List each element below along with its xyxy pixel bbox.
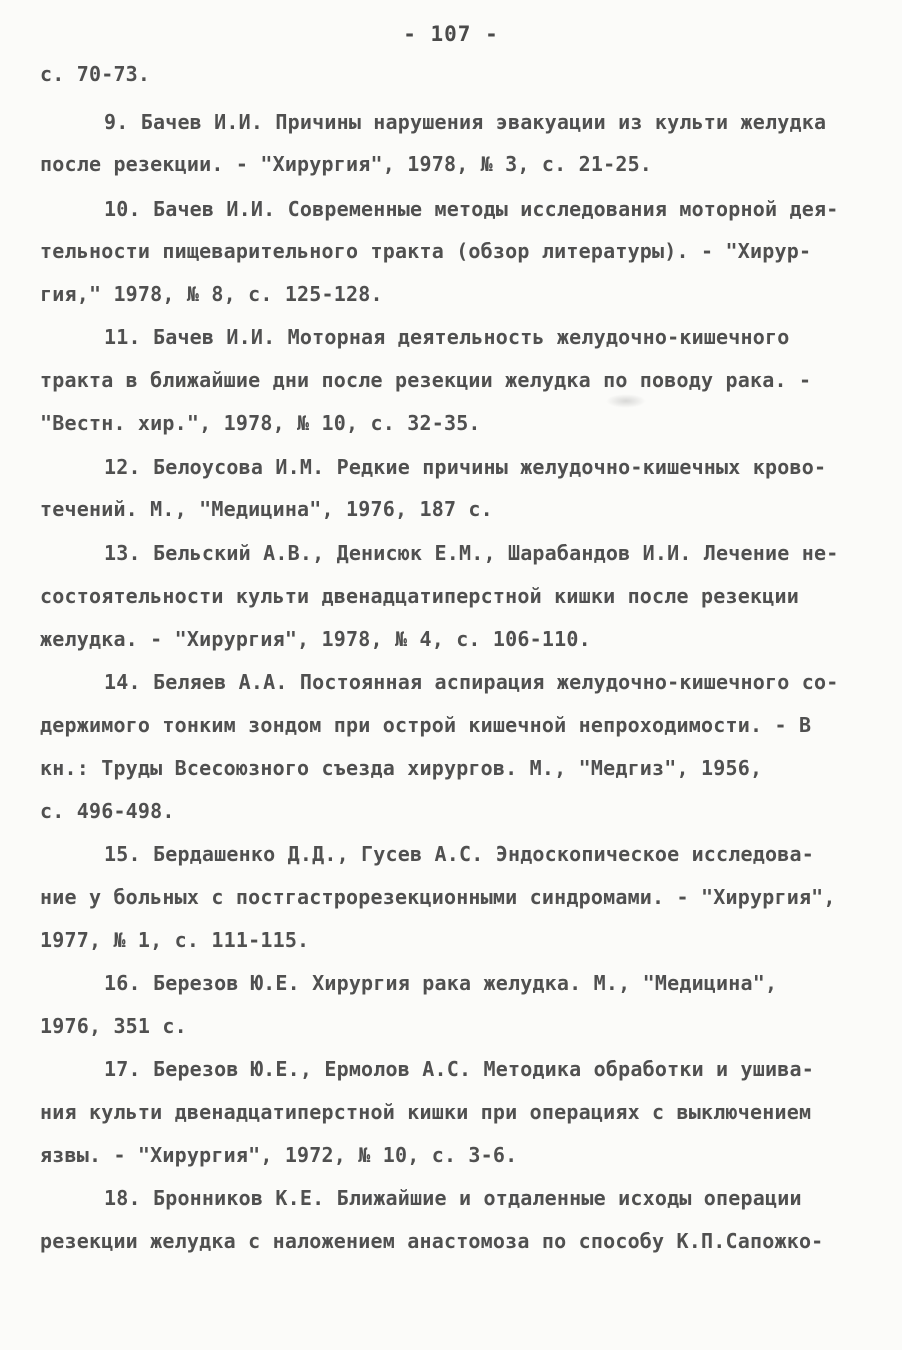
reference-11-line-1: 11. Бачев И.И. Моторная деятельность желудочно-кишечного xyxy=(104,325,790,349)
reference-15-line-2: ние у больных с постгастрорезекционными синдромами. - "Хирургия", xyxy=(40,885,836,909)
text-line: с. 70-73. xyxy=(40,62,151,86)
reference-13-line-1: 13. Бельский А.В., Денисюк Е.М., Шарабандов И.И. Лечение не- xyxy=(104,541,839,565)
reference-11-line-2: тракта в ближайшие дни после резекции желудка по поводу рака. - xyxy=(40,368,812,392)
reference-12-line-1: 12. Белоусова И.М. Редкие причины желудочно-кишечных крово- xyxy=(104,455,827,479)
reference-18-line-2: резекции желудка с наложением анастомоза по способу К.П.Сапожко- xyxy=(40,1229,824,1253)
reference-9-line-2: после резекции. - "Хирургия", 1978, № 3, с. 21-25. xyxy=(40,152,653,176)
reference-17-line-3: язвы. - "Хирургия", 1972, № 10, с. 3-6. xyxy=(40,1143,518,1167)
reference-17-line-1: 17. Березов Ю.Е., Ермолов А.С. Методика обработки и ушива- xyxy=(104,1057,814,1081)
reference-15-line-1: 15. Бердашенко Д.Д., Гусев А.С. Эндоскопическое исследова- xyxy=(104,842,814,866)
reference-14-line-2: держимого тонким зондом при острой кишечной непроходимости. - В xyxy=(40,713,812,737)
page-number: - 107 - xyxy=(403,22,499,46)
reference-18-line-1: 18. Бронников К.Е. Ближайшие и отдаленные исходы операции xyxy=(104,1186,802,1210)
reference-12-line-2: течений. М., "Медицина", 1976, 187 с. xyxy=(40,497,493,521)
reference-14-line-3: кн.: Труды Всесоюзного съезда хирургов. М., "Медгиз", 1956, xyxy=(40,756,763,780)
reference-13-line-3: желудка. - "Хирургия", 1978, № 4, с. 106-110. xyxy=(40,627,591,651)
reference-11-line-3: "Вестн. хир.", 1978, № 10, с. 32-35. xyxy=(40,411,481,435)
scan-smudge xyxy=(606,394,646,408)
reference-10-line-2: тельности пищеварительного тракта (обзор литературы). - "Хирур- xyxy=(40,239,812,263)
reference-14-line-1: 14. Беляев А.А. Постоянная аспирация желудочно-кишечного со- xyxy=(104,670,839,694)
reference-16-line-1: 16. Березов Ю.Е. Хирургия рака желудка. М., "Медицина", xyxy=(104,971,778,995)
reference-10-line-3: гия," 1978, № 8, с. 125-128. xyxy=(40,282,383,306)
reference-16-line-2: 1976, 351 с. xyxy=(40,1014,187,1038)
reference-9-line-1: 9. Бачев И.И. Причины нарушения эвакуации из культи желудка xyxy=(104,110,827,134)
reference-14-line-4: с. 496-498. xyxy=(40,799,175,823)
reference-17-line-2: ния культи двенадцатиперстной кишки при операциях с выключением xyxy=(40,1100,812,1124)
reference-15-line-3: 1977, № 1, с. 111-115. xyxy=(40,928,310,952)
reference-13-line-2: состоятельности культи двенадцатиперстной кишки после резекции xyxy=(40,584,799,608)
reference-10-line-1: 10. Бачев И.И. Современные методы исследования моторной дея- xyxy=(104,197,839,221)
